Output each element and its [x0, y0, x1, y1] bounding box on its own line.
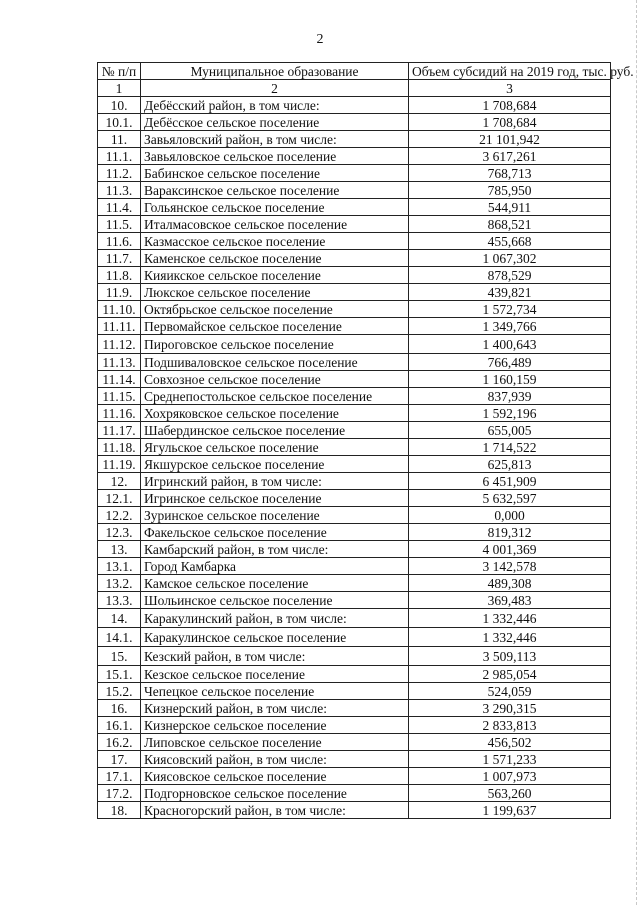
row-number: 11.3. [98, 182, 141, 199]
row-subsidy-value: 456,502 [409, 734, 611, 751]
row-number: 13.1. [98, 558, 141, 575]
row-municipality: Казмасское сельское поселение [141, 233, 409, 250]
row-municipality: Первомайское сельское поселение [141, 318, 409, 335]
table-row [98, 768, 611, 785]
row-subsidy-value: 625,813 [409, 456, 611, 473]
table-row [98, 490, 611, 507]
row-subsidy-value: 524,059 [409, 683, 611, 700]
table-row [98, 284, 611, 301]
row-municipality: Зуринское сельское поселение [141, 507, 409, 524]
row-municipality: Хохряковское сельское поселение [141, 405, 409, 422]
row-number: 13.2. [98, 575, 141, 592]
row-number: 11.10. [98, 301, 141, 318]
row-municipality: Вараксинское сельское поселение [141, 182, 409, 199]
subsidy-table [97, 62, 634, 819]
row-municipality: Дебёсский район, в том числе: [141, 97, 409, 114]
table-row [98, 148, 611, 165]
row-number: 14. [98, 609, 141, 628]
row-municipality: Красногорский район, в том числе: [141, 802, 409, 819]
row-number: 15.1. [98, 666, 141, 683]
table-row [98, 233, 611, 250]
row-subsidy-value: 1 199,637 [409, 802, 611, 819]
row-number: 11.17. [98, 422, 141, 439]
table-row [98, 267, 611, 284]
table-row [98, 647, 611, 666]
row-subsidy-value: 1 708,684 [409, 114, 611, 131]
row-subsidy-value: 369,483 [409, 592, 611, 609]
row-subsidy-value: 1 592,196 [409, 405, 611, 422]
row-municipality: Игринское сельское поселение [141, 490, 409, 507]
row-number: 16.2. [98, 734, 141, 751]
row-number: 10. [98, 97, 141, 114]
row-subsidy-value: 837,939 [409, 388, 611, 405]
row-municipality: Ягульское сельское поселение [141, 439, 409, 456]
row-municipality: Завьяловский район, в том числе: [141, 131, 409, 148]
table-row [98, 114, 611, 131]
row-subsidy-value: 1 160,159 [409, 371, 611, 388]
table-row [98, 216, 611, 233]
row-subsidy-value: 878,529 [409, 267, 611, 284]
table-row [98, 734, 611, 751]
row-subsidy-value: 2 833,813 [409, 717, 611, 734]
table-row [98, 558, 611, 575]
row-municipality: Совхозное сельское поселение [141, 371, 409, 388]
row-municipality: Киясовское сельское поселение [141, 768, 409, 785]
header-num: № п/п [98, 63, 141, 80]
row-subsidy-value: 21 101,942 [409, 131, 611, 148]
table-row [98, 609, 611, 628]
row-number: 11.8. [98, 267, 141, 284]
row-number: 11.5. [98, 216, 141, 233]
table-row [98, 131, 611, 148]
table-row [98, 628, 611, 647]
row-number: 11.16. [98, 405, 141, 422]
table-row [98, 700, 611, 717]
row-subsidy-value: 1 332,446 [409, 609, 611, 628]
row-municipality: Дебёсское сельское поселение [141, 114, 409, 131]
row-municipality: Пироговское сельское поселение [141, 335, 409, 354]
table-row [98, 318, 611, 335]
row-municipality: Октябрьское сельское поселение [141, 301, 409, 318]
row-number: 11.13. [98, 354, 141, 371]
row-municipality: Гольянское сельское поселение [141, 199, 409, 216]
row-number: 10.1. [98, 114, 141, 131]
table-row [98, 785, 611, 802]
row-municipality: Кизнерский район, в том числе: [141, 700, 409, 717]
table-header [98, 63, 634, 97]
header-name: Муниципальное образование [141, 63, 409, 80]
table-body [98, 97, 611, 819]
header-value: Объем субсидий на 2019 год, тыс. руб. [409, 63, 611, 80]
row-number: 15.2. [98, 683, 141, 700]
table-row [98, 182, 611, 199]
row-number: 14.1. [98, 628, 141, 647]
table-row [98, 250, 611, 267]
row-subsidy-value: 868,521 [409, 216, 611, 233]
row-municipality: Чепецкое сельское поселение [141, 683, 409, 700]
row-subsidy-value: 1 708,684 [409, 97, 611, 114]
row-number: 15. [98, 647, 141, 666]
row-number: 18. [98, 802, 141, 819]
row-subsidy-value: 489,308 [409, 575, 611, 592]
row-subsidy-value: 439,821 [409, 284, 611, 301]
table-row [98, 541, 611, 558]
row-subsidy-value: 455,668 [409, 233, 611, 250]
row-subsidy-value: 3 509,113 [409, 647, 611, 666]
row-subsidy-value: 4 001,369 [409, 541, 611, 558]
row-municipality: Среднепостольское сельское поселение [141, 388, 409, 405]
row-municipality: Факельское сельское поселение [141, 524, 409, 541]
table-row [98, 592, 611, 609]
row-municipality: Италмасовское сельское поселение [141, 216, 409, 233]
table-row [98, 683, 611, 700]
row-number: 11.9. [98, 284, 141, 301]
row-subsidy-value: 544,911 [409, 199, 611, 216]
row-number: 16. [98, 700, 141, 717]
table-row [98, 456, 611, 473]
row-municipality: Люкское сельское поселение [141, 284, 409, 301]
row-municipality: Шольинское сельское поселение [141, 592, 409, 609]
row-municipality: Кияикское сельское поселение [141, 267, 409, 284]
row-municipality: Завьяловское сельское поселение [141, 148, 409, 165]
row-municipality: Липовское сельское поселение [141, 734, 409, 751]
row-number: 11.14. [98, 371, 141, 388]
row-number: 11.12. [98, 335, 141, 354]
row-number: 11. [98, 131, 141, 148]
row-subsidy-value: 768,713 [409, 165, 611, 182]
row-subsidy-value: 3 290,315 [409, 700, 611, 717]
table-row [98, 97, 611, 114]
row-number: 13. [98, 541, 141, 558]
row-number: 17.1. [98, 768, 141, 785]
row-municipality: Бабинское сельское поселение [141, 165, 409, 182]
row-number: 17. [98, 751, 141, 768]
row-subsidy-value: 819,312 [409, 524, 611, 541]
row-subsidy-value: 0,000 [409, 507, 611, 524]
row-number: 11.6. [98, 233, 141, 250]
column-index: 3 [409, 80, 611, 97]
header-row [98, 63, 611, 80]
scan-edge-line [636, 0, 638, 905]
table-row [98, 717, 611, 734]
row-municipality: Камское сельское поселение [141, 575, 409, 592]
row-municipality: Якшурское сельское поселение [141, 456, 409, 473]
row-municipality: Киясовский район, в том числе: [141, 751, 409, 768]
table-row [98, 371, 611, 388]
row-number: 13.3. [98, 592, 141, 609]
row-subsidy-value: 1 400,643 [409, 335, 611, 354]
row-subsidy-value: 5 632,597 [409, 490, 611, 507]
row-municipality: Игринский район, в том числе: [141, 473, 409, 490]
row-subsidy-value: 766,489 [409, 354, 611, 371]
table-row [98, 165, 611, 182]
row-number: 17.2. [98, 785, 141, 802]
row-municipality: Каменское сельское поселение [141, 250, 409, 267]
row-municipality: Кизнерское сельское поселение [141, 717, 409, 734]
row-subsidy-value: 655,005 [409, 422, 611, 439]
row-number: 16.1. [98, 717, 141, 734]
row-municipality: Кезский район, в том числе: [141, 647, 409, 666]
row-municipality: Шабердинское сельское поселение [141, 422, 409, 439]
table-row [98, 666, 611, 683]
row-number: 11.18. [98, 439, 141, 456]
row-subsidy-value: 2 985,054 [409, 666, 611, 683]
row-subsidy-value: 6 451,909 [409, 473, 611, 490]
table-row [98, 524, 611, 541]
row-municipality: Каракулинский район, в том числе: [141, 609, 409, 628]
row-number: 11.2. [98, 165, 141, 182]
row-municipality: Каракулинское сельское поселение [141, 628, 409, 647]
table-row [98, 802, 611, 819]
row-number: 12.1. [98, 490, 141, 507]
row-number: 12.2. [98, 507, 141, 524]
table-row [98, 575, 611, 592]
row-subsidy-value: 1 067,302 [409, 250, 611, 267]
row-municipality: Камбарский район, в том числе: [141, 541, 409, 558]
table-row [98, 335, 611, 354]
table-row [98, 751, 611, 768]
row-number: 11.15. [98, 388, 141, 405]
table-row [98, 405, 611, 422]
row-subsidy-value: 1 571,233 [409, 751, 611, 768]
row-subsidy-value: 1 349,766 [409, 318, 611, 335]
table-row [98, 354, 611, 371]
row-subsidy-value: 1 572,734 [409, 301, 611, 318]
row-subsidy-value: 1 332,446 [409, 628, 611, 647]
row-number: 11.4. [98, 199, 141, 216]
column-index: 1 [98, 80, 141, 97]
table-row [98, 507, 611, 524]
row-subsidy-value: 1 714,522 [409, 439, 611, 456]
row-municipality: Город Камбарка [141, 558, 409, 575]
row-subsidy-value: 3 617,261 [409, 148, 611, 165]
row-subsidy-value: 785,950 [409, 182, 611, 199]
row-subsidy-value: 1 007,973 [409, 768, 611, 785]
row-number: 12.3. [98, 524, 141, 541]
table-row [98, 301, 611, 318]
row-subsidy-value: 563,260 [409, 785, 611, 802]
table-row [98, 388, 611, 405]
row-municipality: Подгорновское сельское поселение [141, 785, 409, 802]
row-municipality: Кезское сельское поселение [141, 666, 409, 683]
table-row [98, 439, 611, 456]
table-row [98, 473, 611, 490]
row-number: 11.19. [98, 456, 141, 473]
row-number: 11.7. [98, 250, 141, 267]
row-number: 11.1. [98, 148, 141, 165]
row-number: 11.11. [98, 318, 141, 335]
row-municipality: Подшиваловское сельское поселение [141, 354, 409, 371]
column-index: 2 [141, 80, 409, 97]
page-number: 2 [316, 32, 324, 47]
table-row [98, 422, 611, 439]
row-number: 12. [98, 473, 141, 490]
column-index-row [98, 80, 611, 97]
table-row [98, 199, 611, 216]
row-subsidy-value: 3 142,578 [409, 558, 611, 575]
